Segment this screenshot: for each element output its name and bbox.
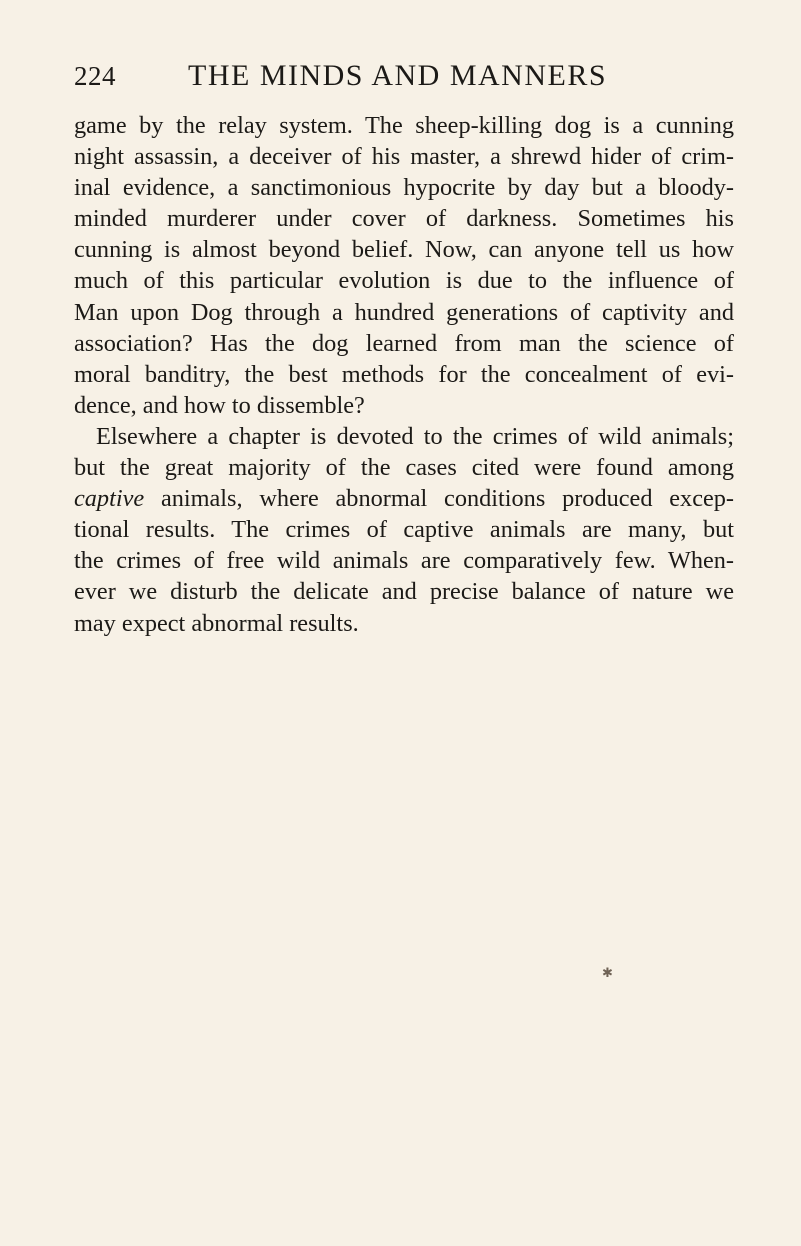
text-line: inal evidence, a sanctimonious hypocrite by day but a bloody-: [74, 174, 734, 202]
text-line: tional results. The crimes of captive animals are many, but: [74, 516, 734, 544]
page-number: 224: [74, 61, 116, 91]
text-line: may expect abnormal results.: [74, 609, 359, 637]
text-fragment: animals, where abnormal conditions produced excep-: [144, 485, 734, 513]
text-line: association? Has the dog learned from man the science of: [74, 329, 734, 357]
text-line: dence, and how to dissemble?: [74, 391, 365, 419]
text-line: Elsewhere a chapter is devoted to the crimes of wild animals;: [96, 422, 734, 450]
printer-ornament-icon: ✱: [602, 966, 613, 981]
text-line: [74, 483, 734, 514]
running-title: THE MINDS AND MANNERS: [188, 59, 608, 92]
running-head: [74, 56, 734, 96]
text-line: game by the relay system. The sheep-killing dog is a cunning: [74, 112, 734, 139]
text-line: much of this particular evolution is due to the influence of: [74, 267, 734, 295]
text-line: cunning is almost beyond belief. Now, can anyone tell us how: [74, 236, 734, 264]
text-line: but the great majority of the cases cited were found among: [74, 454, 734, 482]
text-line: ever we disturb the delicate and precise balance of nature we: [74, 578, 734, 606]
paragraph-2: [74, 421, 734, 639]
body-text: [74, 110, 734, 639]
text-line: minded murderer under cover of darkness. Sometimes his: [74, 205, 734, 233]
text-line: the crimes of free wild animals are comparatively few. When-: [74, 547, 734, 575]
text-line: moral banditry, the best methods for the concealment of evi-: [74, 360, 734, 388]
paragraph-1: [74, 110, 734, 421]
text-line: night assassin, a deceiver of his master, a shrewd hider of crim-: [74, 143, 734, 171]
text-line: Man upon Dog through a hundred generations of captivity and: [74, 298, 734, 326]
emphasized-word: captive: [74, 485, 145, 513]
